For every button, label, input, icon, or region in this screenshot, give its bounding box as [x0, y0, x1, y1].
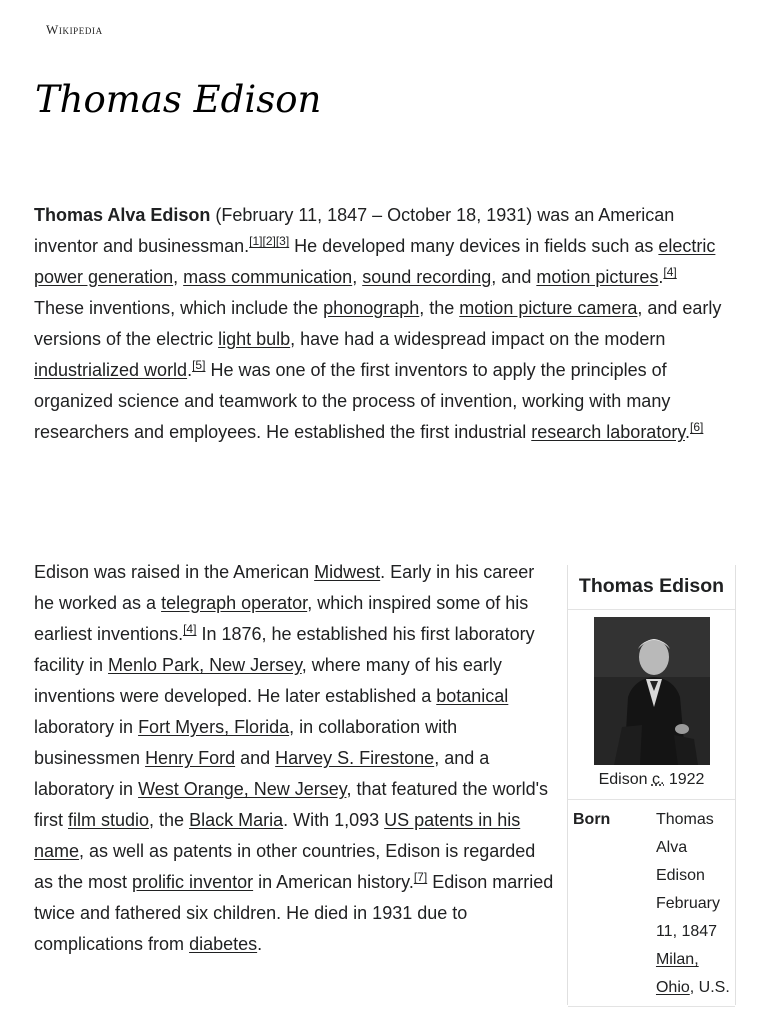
- link-fort-myers[interactable]: Fort Myers, Florida: [138, 717, 290, 737]
- ref-7[interactable]: [414, 870, 427, 884]
- link-harvey-firestone[interactable]: Harvey S. Firestone: [275, 748, 435, 768]
- text: .: [187, 360, 193, 380]
- link-menlo-park[interactable]: Menlo Park, New Jersey: [108, 655, 302, 675]
- born-place: [656, 946, 735, 1002]
- text: , and early versions of the electric: [34, 298, 722, 349]
- link-prolific-inventor[interactable]: prolific inventor: [132, 872, 254, 892]
- text: Edison: [598, 771, 652, 788]
- text: He was one of the first inventors to apply the principles of organized science and teamwork to the process of invention, working with many researchers and employees. He established the first industrial: [34, 360, 671, 442]
- link-midwest[interactable]: Midwest: [314, 562, 381, 582]
- born-value: [656, 806, 735, 1002]
- text: , where many of his early inventions were developed. He later established a: [34, 655, 502, 706]
- ref-3[interactable]: [276, 234, 289, 248]
- ref-2[interactable]: [262, 234, 275, 248]
- text: , that featured the world's first: [34, 779, 549, 830]
- text: , as well as patents in other countries, Edison is regarded as the most: [34, 841, 536, 892]
- divider: [568, 1006, 735, 1007]
- born-row: [568, 800, 735, 1002]
- ref-link[interactable]: [2]: [262, 234, 276, 248]
- portrait-photo[interactable]: [594, 617, 710, 765]
- text: . Early in his career he worked as a: [34, 562, 535, 613]
- link-us-patents[interactable]: US patents in his name: [34, 810, 521, 861]
- link-west-orange[interactable]: West Orange, New Jersey: [138, 779, 347, 799]
- second-paragraph: [34, 557, 554, 960]
- born-date: February 11, 1847: [655, 895, 720, 940]
- link-motion-pictures[interactable]: motion pictures: [536, 267, 659, 287]
- page-title: Thomas Edison: [35, 78, 322, 121]
- link-sound-recording[interactable]: sound recording: [362, 267, 492, 287]
- link-phonograph[interactable]: phonograph: [323, 298, 420, 318]
- ref-5[interactable]: [192, 358, 205, 372]
- link-industrialized-world[interactable]: industrialized world: [34, 360, 188, 380]
- text: , in collaboration with businessmen: [34, 717, 458, 768]
- ref-link[interactable]: [1]: [249, 234, 263, 248]
- ref-4[interactable]: [183, 622, 196, 636]
- ref-link[interactable]: [4]: [183, 622, 197, 636]
- text: 1922: [664, 771, 705, 788]
- photo-caption: [568, 771, 735, 793]
- portrait-image: [594, 617, 710, 765]
- subject-name: Thomas Alva Edison: [34, 205, 211, 225]
- text: and: [235, 748, 276, 768]
- text: laboratory in: [34, 717, 139, 737]
- text: Edison was raised in the American: [34, 562, 315, 582]
- ref-6[interactable]: [690, 420, 703, 434]
- ref-link[interactable]: [6]: [690, 420, 704, 434]
- born-name: Thomas Alva Edison: [655, 811, 714, 884]
- text: , the: [419, 298, 460, 318]
- ref-4[interactable]: [663, 265, 676, 279]
- ref-link[interactable]: [5]: [192, 358, 206, 372]
- born-label: Born: [573, 811, 611, 828]
- link-light-bulb[interactable]: light bulb: [218, 329, 291, 349]
- circa-abbr[interactable]: c.: [651, 771, 665, 788]
- ref-link[interactable]: [4]: [663, 265, 677, 279]
- text: , and a laboratory in: [34, 748, 490, 799]
- link-mass-communication[interactable]: mass communication: [183, 267, 353, 287]
- link-electric-power-generation[interactable]: electric power generation: [34, 236, 716, 287]
- text: in American history.: [253, 872, 414, 892]
- link-telegraph-operator[interactable]: telegraph operator: [161, 593, 308, 613]
- link-milan-ohio[interactable]: Milan, Ohio: [655, 951, 699, 996]
- text: Edison married twice and fathered six children. He died in 1931 due to complications from: [34, 872, 554, 954]
- ref-1[interactable]: [249, 234, 262, 248]
- text: .: [257, 934, 263, 954]
- link-botanical[interactable]: botanical: [436, 686, 509, 706]
- text: In 1876, he established his first laboratory facility in: [34, 624, 535, 675]
- text: , U.S.: [689, 979, 730, 996]
- lead-paragraph: [34, 200, 724, 448]
- text: , the: [149, 810, 190, 830]
- infobox: [567, 565, 736, 1005]
- text: , have had a widespread impact on the modern: [290, 329, 666, 349]
- link-research-laboratory[interactable]: research laboratory: [531, 422, 685, 442]
- ref-link[interactable]: [7]: [413, 870, 428, 884]
- link-motion-picture-camera[interactable]: motion picture camera: [459, 298, 638, 318]
- wikipedia-wordmark[interactable]: Wikipedia: [46, 22, 103, 37]
- text: ,: [173, 267, 184, 287]
- text: ,: [352, 267, 363, 287]
- text: (February 11, 1847 – October 18, 1931) was an American inventor and businessman.: [34, 205, 675, 256]
- text: He developed many devices in fields such as: [289, 236, 659, 256]
- text: These inventions, which include the: [34, 298, 324, 318]
- link-film-studio[interactable]: film studio: [68, 810, 150, 830]
- text: .: [658, 267, 664, 287]
- text: . With 1,093: [283, 810, 385, 830]
- infobox-title: Thomas Edison: [568, 565, 735, 610]
- ref-link[interactable]: [3]: [275, 234, 290, 248]
- text: .: [685, 422, 691, 442]
- text: , which inspired some of his earliest inventions.: [34, 593, 529, 644]
- link-diabetes[interactable]: diabetes: [189, 934, 258, 954]
- link-henry-ford[interactable]: Henry Ford: [145, 748, 236, 768]
- link-black-maria[interactable]: Black Maria: [189, 810, 284, 830]
- text: , and: [491, 267, 537, 287]
